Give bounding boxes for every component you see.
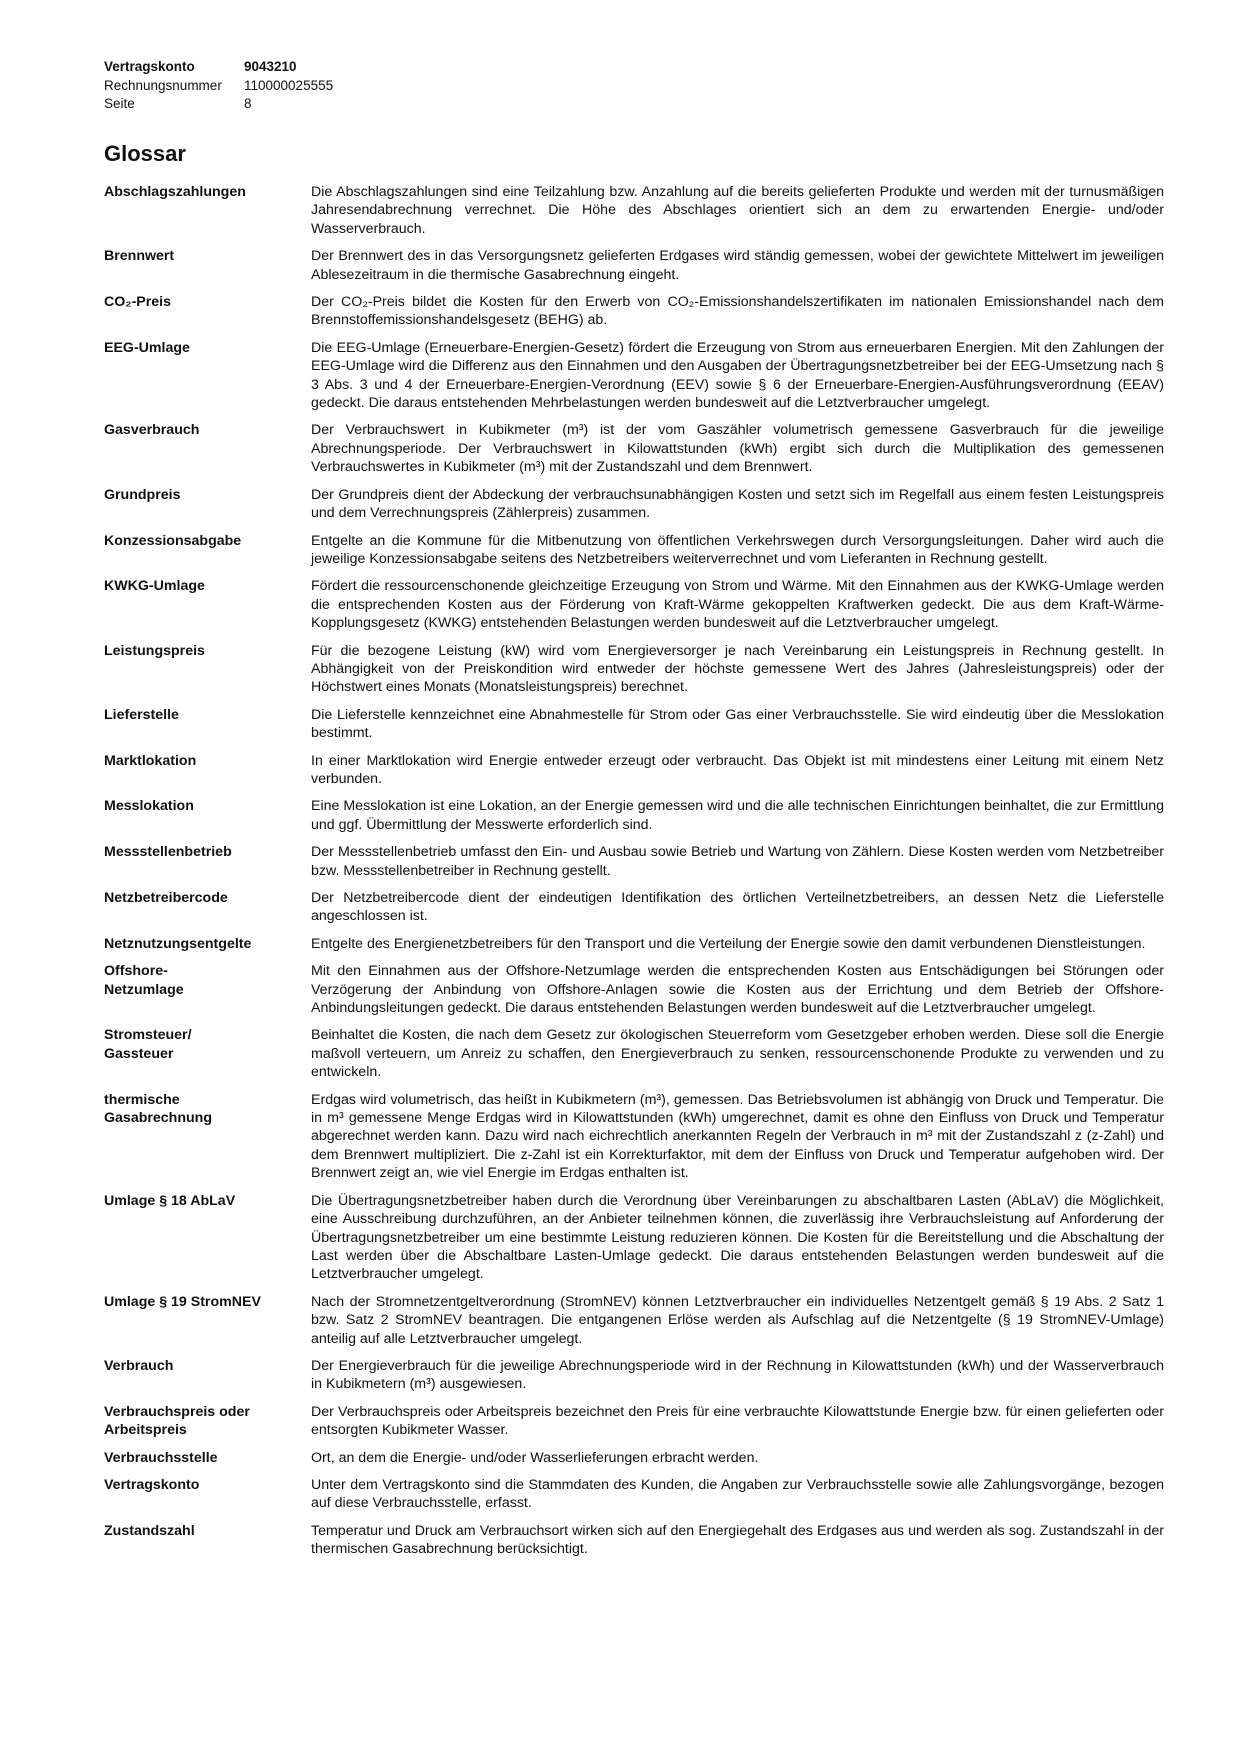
glossary-term: KWKG-Umlage xyxy=(104,578,205,595)
header-value: 110000025555 xyxy=(244,77,334,93)
glossary-term: Offshore- Netzumlage xyxy=(104,963,184,998)
header-label: Rechnungsnummer xyxy=(104,77,222,93)
glossary-entry xyxy=(104,532,1164,569)
document-header xyxy=(104,58,333,114)
glossary-term: Vertragskonto xyxy=(104,1476,200,1493)
glossary-term: Verbrauch xyxy=(104,1357,174,1374)
glossary-entry xyxy=(104,1357,1164,1394)
glossary-entry xyxy=(104,293,1164,330)
glossary-entry xyxy=(104,1026,1164,1081)
glossary-entry xyxy=(104,962,1164,1017)
glossary-entry xyxy=(104,577,1164,632)
header-label: Seite xyxy=(104,96,135,111)
glossary-entry xyxy=(104,935,1164,953)
glossary-term: Lieferstelle xyxy=(104,706,179,723)
glossary-term: Netzbetreibercode xyxy=(104,890,228,906)
glossary-term: Stromsteuer/ Gassteuer xyxy=(104,1027,192,1062)
header-row-seite xyxy=(104,95,333,114)
glossary-definition: Der CO₂-Preis bildet die Kosten für den Erwerb von CO₂-Emissionshandelszertifikaten im nationalen Emissionshandel nach dem Brennstoffemissionshandelsgesetz (BEHG) ab. xyxy=(311,294,1164,329)
glossary-entry xyxy=(104,889,1164,926)
glossary-definition: Der Verbrauchspreis oder Arbeitspreis bezeichnet den Preis für eine verbrauchte Kilowattstunde Energie bzw. für einen gelieferten oder entsorgten Kubikmeter Wasser. xyxy=(311,1403,1164,1439)
glossary-term: Marktlokation xyxy=(104,752,197,769)
header-value: 8 xyxy=(244,96,252,111)
glossary-term: Brennwert xyxy=(104,248,175,265)
glossary-term: Zustandszahl xyxy=(104,1522,195,1539)
glossary-definition: Die Lieferstelle kennzeichnet eine Abnahmestelle für Strom oder Gas einer Verbrauchsstelle. Sie wird eindeutig über die Messlokation bestimmt. xyxy=(311,706,1164,742)
glossary-definition: Der Netzbetreibercode dient der eindeutigen Identifikation des örtlichen Verteilnetzbetreibers, an dessen Netz die Lieferstelle angeschlossen ist. xyxy=(311,890,1164,925)
page-title: Glossar xyxy=(104,141,186,166)
glossary-entry xyxy=(104,1091,1164,1183)
glossary-definition: Unter dem Vertragskonto sind die Stammdaten des Kunden, die Angaben zur Verbrauchsstelle sowie alle Zahlungsvorgänge, bezogen auf diese Verbrauchsstelle, erfasst. xyxy=(311,1476,1164,1512)
glossary-entry xyxy=(104,752,1164,789)
glossary-entry xyxy=(104,797,1164,834)
glossary-definition: Entgelte des Energienetzbetreibers für den Transport und die Verteilung der Energie sowie den damit verbundenen Dienstleistungen. xyxy=(311,935,1146,952)
glossary-entry xyxy=(104,843,1164,880)
glossary-definition: Erdgas wird volumetrisch, das heißt in Kubikmetern (m³), gemessen. Das Betriebsvolumen ist abhängig von Druck und Temperatur. Die in m³ gemessene Menge Erdgas wird in Kilowattstunden (kWh) umgerechnet, damit es ohne den Einfluss von Druck und Temperatur abgerechnet werden kann. Dazu wird nach eichrechtlich anerkannten Regeln der Verbrauch in m³ mit der Zustandszahl z (z-Zahl) und dem Brennwert multipliziert. Die z-Zahl ist ein Korrekturfaktor, mit dem der Einfluss von Druck und Temperatur aufgehoben wird. Der Brennwert zeigt an, wie viel Energie im Erdgas enthalten ist. xyxy=(311,1091,1164,1182)
header-value: 9043210 xyxy=(244,59,297,74)
glossary-list xyxy=(104,183,1164,1568)
glossary-definition: Eine Messlokation ist eine Lokation, an der Energie gemessen wird und die alle technischen Einrichtungen beinhaltet, die zur Ermittlung und ggf. Übermittlung der Messwerte erforderlich sind. xyxy=(311,798,1164,833)
glossary-entry xyxy=(104,1293,1164,1348)
glossary-entry xyxy=(104,339,1164,413)
glossary-entry xyxy=(104,247,1164,284)
glossary-term: Abschlagszahlungen xyxy=(104,184,246,200)
glossary-definition: Nach der Stromnetzentgeltverordnung (StromNEV) können Letztverbraucher ein individuelles Netzentgelt gemäß § 19 Abs. 2 Satz 1 bzw. Satz 2 StromNEV beantragen. Die entgangenen Erlöse werden als Aufschlag auf die Netzentgelte (§ 19 StromNEV-Umlage) anteilig auf alle Letztverbraucher umgelegt. xyxy=(311,1293,1164,1347)
glossary-definition: Entgelte an die Kommune für die Mitbenutzung von öffentlichen Verkehrswegen durch Versorgungsleitungen. Daher wird auch die jeweilige Konzessionsabgabe seitens des Netzbetreibers weiterverrechnet und vom Lieferanten in Rechnung gestellt. xyxy=(311,532,1164,567)
glossary-definition: Temperatur und Druck am Verbrauchsort wirken sich auf den Energiegehalt des Erdgases aus und werden als sog. Zustandszahl in der thermischen Gasabrechnung berücksichtigt. xyxy=(311,1522,1164,1558)
glossary-entry xyxy=(104,1192,1164,1284)
glossary-definition: Der Grundpreis dient der Abdeckung der verbrauchsunabhängigen Kosten und setzt sich im Regelfall aus einem festen Leistungspreis und dem Verrechnungspreis (Zählerpreis) zusammen. xyxy=(311,486,1164,522)
glossary-entry xyxy=(104,642,1164,697)
header-row-vertragskonto xyxy=(104,58,333,77)
glossary-definition: Der Energieverbrauch für die jeweilige Abrechnungsperiode wird in der Rechnung in Kilowattstunden (kWh) und der Wasserverbrauch in Kubikmetern (m³) ausgewiesen. xyxy=(311,1357,1164,1393)
glossary-entry xyxy=(104,1476,1164,1513)
glossary-term: Konzessionsabgabe xyxy=(104,532,242,549)
glossary-definition: Die Übertragungsnetzbetreiber haben durch die Verordnung über Vereinbarungen zu abschaltbaren Lasten (AbLaV) die Möglichkeit, eine Ausschreibung durchzuführen, an der Anbieter teilnehmen können, die zuverlässig ihre Verbrauchsleistung auf Anforderung der Übertragungsnetzbetreiber um eine bestimmte Leistung reduzieren können. Die Kosten für die Bereitstellung und die Abschaltung der Last werden über die Abschaltbare Lasten-Umlage gedeckt. Die daraus entstehenden Belastungen werden bundesweit auf die Letztverbraucher umgelegt. xyxy=(311,1192,1164,1283)
header-label: Vertragskonto xyxy=(104,59,195,74)
glossary-term: CO₂-Preis xyxy=(104,294,172,311)
glossary-term: Messstellenbetrieb xyxy=(104,844,232,861)
glossary-definition: Der Messstellenbetrieb umfasst den Ein- und Ausbau sowie Betrieb und Wartung von Zählern. Diese Kosten werden vom Netzbetreiber bzw. Messstellenbetreiber in Rechnung gestellt. xyxy=(311,844,1164,879)
glossary-definition: Der Verbrauchswert in Kubikmeter (m³) ist der vom Gaszähler volumetrisch gemessene Gasverbrauch für die jeweilige Abrechnungsperiode. Der Verbrauchswert in Kilowattstunden (kWh) ergibt sich durch die Multiplikation des gemessenen Verbrauchswertes in Kubikmeter (m³) mit der Zustandszahl und dem Brennwert. xyxy=(311,422,1164,476)
glossary-definition: Die EEG-Umlage (Erneuerbare-Energien-Gesetz) fördert die Erzeugung von Strom aus erneuerbaren Energien. Mit den Zahlungen der EEG-Umlage wird die Differenz aus den Einnahmen und den Ausgaben der Übertragungsnetzbetreiber bei der EEG-Umsetzung nach § 3 Abs. 3 und 4 der Erneuerbare-Energien-Verordnung (EEV) sowie § 6 der Erneuerbare-Energien-Ausführungsverordnung (EEAV) gedeckt. Die daraus entstehenden Mehrbelastungen werden bundesweit auf die Letztverbraucher umgelegt. xyxy=(311,339,1164,412)
glossary-term: Netznutzungsentgelte xyxy=(104,935,252,952)
glossary-term: Verbrauchspreis oder Arbeitspreis xyxy=(104,1403,250,1439)
glossary-definition: In einer Marktlokation wird Energie entweder erzeugt oder verbraucht. Das Objekt ist mit mindestens einer Leitung mit einem Netz verbunden. xyxy=(311,752,1164,787)
glossary-entry xyxy=(104,1403,1164,1440)
glossary-term: thermische Gasabrechnung xyxy=(104,1091,213,1127)
glossary-definition: Fördert die ressourcenschonende gleichzeitige Erzeugung von Strom und Wärme. Mit den Einnahmen aus der KWKG-Umlage werden die entsprechenden Kosten aus der Förderung von Kraft-Wärme gekoppelten Kraftwerken gedeckt. Die aus dem Kraft-Wärme-Kopplungsgesetz (KWKG) entstehenden Belastungen werden bundesweit auf die Letztverbraucher umgelegt. xyxy=(311,578,1164,632)
glossary-term: Verbrauchsstelle xyxy=(104,1449,218,1466)
glossary-entry xyxy=(104,421,1164,476)
glossary-term: Umlage § 19 StromNEV xyxy=(104,1293,261,1310)
header-row-rechnungsnummer xyxy=(104,77,333,96)
glossary-term: Gasverbrauch xyxy=(104,422,200,439)
glossary-term: Umlage § 18 AbLaV xyxy=(104,1192,236,1209)
glossary-definition: Der Brennwert des in das Versorgungsnetz gelieferten Erdgases wird ständig gemessen, wobei der gewichtete Mittelwert im jeweiligen Ablesezeitraum in die thermische Gasabrechnung eingeht. xyxy=(311,248,1164,283)
glossary-entry xyxy=(104,706,1164,743)
glossary-definition: Beinhaltet die Kosten, die nach dem Gesetz zur ökologischen Steuerreform vom Gesetzgeber erhoben werden. Diese soll die Energie maßvoll verteuern, um Anreiz zu schaffen, den Energieverbrauch zu senken, ressourcenschonende Produkte zu verwenden und zu entwickeln. xyxy=(311,1027,1164,1081)
glossary-term: Leistungspreis xyxy=(104,642,205,659)
glossary-definition: Die Abschlagszahlungen sind eine Teilzahlung bzw. Anzahlung auf die bereits gelieferten Produkte und werden mit der turnusmäßigen Jahresendabrechnung verrechnet. Die Höhe des Abschlages orientiert sich an dem zu erwartenden Energie- und/oder Wasserverbrauch. xyxy=(311,184,1164,237)
glossary-entry xyxy=(104,183,1164,238)
glossary-term: EEG-Umlage xyxy=(104,339,190,356)
glossary-definition: Für die bezogene Leistung (kW) wird vom Energieversorger je nach Vereinbarung ein Leistungspreis in Rechnung gestellt. In Abhängigkeit von der Preiskondition wird entweder der höchste gemessene Wert des Jahres (Jahresleistungspreis) oder der Höchstwert eines Monats (Monatsleistungspreis) berechnet. xyxy=(311,642,1164,696)
glossary-term: Messlokation xyxy=(104,798,194,815)
glossary-entry xyxy=(104,486,1164,523)
glossary-entry xyxy=(104,1522,1164,1559)
glossary-definition: Mit den Einnahmen aus der Offshore-Netzumlage werden die entsprechenden Kosten aus Entschädigungen bei Störungen oder Verzögerung der Anbindung von Offshore-Anlagen sowie die Kosten aus der Errichtung und dem Betrieb der Offshore-Anbindungsleitungen gedeckt. Die daraus entstehenden Belastungen werden bundesweit auf die Letztverbraucher umgelegt. xyxy=(311,963,1164,1017)
glossary-entry xyxy=(104,1449,1164,1467)
glossary-term: Grundpreis xyxy=(104,486,181,503)
glossary-definition: Ort, an dem die Energie- und/oder Wasserlieferungen erbracht werden. xyxy=(311,1449,759,1466)
